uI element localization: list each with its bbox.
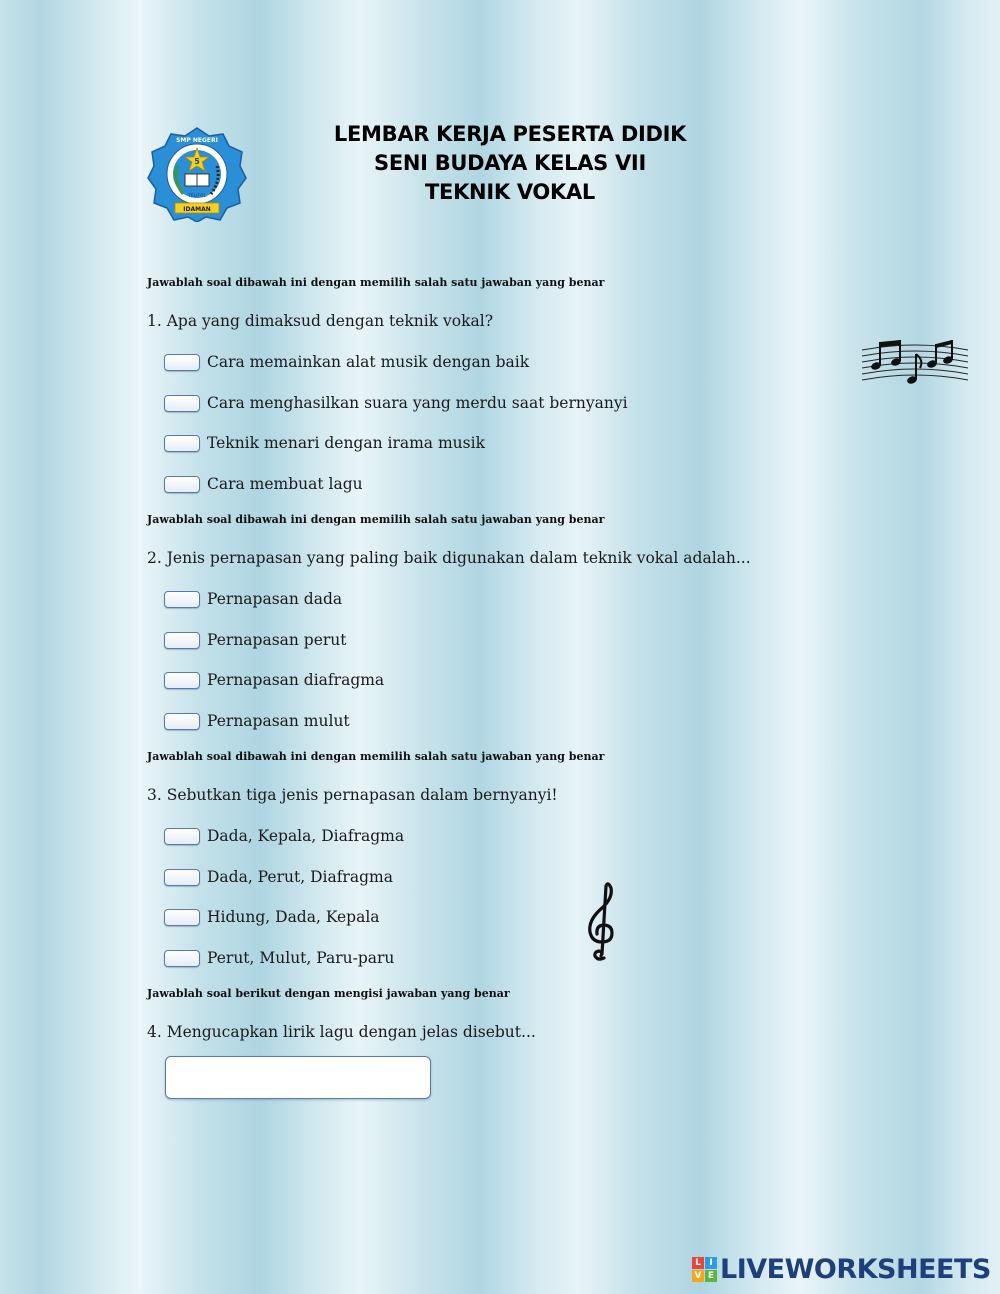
answer-checkbox[interactable] — [164, 909, 200, 926]
q3-option-1[interactable] — [164, 825, 404, 847]
brand-letter: E — [705, 1270, 717, 1282]
answer-checkbox[interactable] — [164, 476, 200, 493]
logo-top-text: SMP NEGERI — [176, 137, 218, 144]
music-notes-icon — [860, 336, 970, 392]
option-label: Pernapasan mulut — [207, 712, 350, 730]
q2-option-2[interactable] — [164, 629, 347, 651]
answer-checkbox[interactable] — [164, 672, 200, 689]
q3-option-4[interactable] — [164, 947, 394, 969]
q3-option-3[interactable] — [164, 906, 380, 928]
answer-checkbox[interactable] — [164, 395, 200, 412]
brand-letter: V — [692, 1270, 704, 1282]
option-label: Cara memainkan alat musik dengan baik — [207, 353, 530, 371]
q2-option-1[interactable] — [164, 588, 342, 610]
question-4: 4. Mengucapkan lirik lagu dengan jelas disebut... — [147, 1023, 536, 1041]
option-label: Cara membuat lagu — [207, 475, 363, 493]
worksheet-title — [260, 120, 760, 207]
option-label: Cara menghasilkan suara yang merdu saat bernyanyi — [207, 394, 628, 412]
answer-text-field[interactable] — [165, 1056, 431, 1099]
option-label: Hidung, Dada, Kepala — [207, 908, 380, 926]
question-1: 1. Apa yang dimaksud dengan teknik vokal? — [147, 312, 494, 330]
title-line-2: SENI BUDAYA KELAS VII — [374, 151, 646, 175]
q1-option-4[interactable] — [164, 473, 363, 495]
option-label: Teknik menari dengan irama musik — [207, 434, 485, 452]
instruction-2: Jawablah soal dibawah ini dengan memilih salah satu jawaban yang benar — [147, 513, 605, 526]
answer-checkbox[interactable] — [164, 591, 200, 608]
instruction-4: Jawablah soal berikut dengan mengisi jawaban yang benar — [147, 987, 510, 1000]
instruction-1: Jawablah soal dibawah ini dengan memilih salah satu jawaban yang benar — [147, 276, 605, 289]
option-label: Dada, Kepala, Diafragma — [207, 827, 405, 845]
answer-checkbox[interactable] — [164, 713, 200, 730]
answer-checkbox[interactable] — [164, 828, 200, 845]
logo-bottom-text: TELITOL — [187, 194, 207, 199]
title-line-3: TEKNIK VOKAL — [425, 180, 595, 204]
q3-option-2[interactable] — [164, 866, 393, 888]
q1-option-1[interactable] — [164, 351, 529, 373]
q1-option-3[interactable] — [164, 432, 485, 454]
answer-checkbox[interactable] — [164, 354, 200, 371]
question-2: 2. Jenis pernapasan yang paling baik digunakan dalam teknik vokal adalah... — [147, 549, 751, 567]
option-label: Pernapasan dada — [207, 590, 343, 608]
answer-checkbox[interactable] — [164, 950, 200, 967]
option-label: Dada, Perut, Diafragma — [207, 868, 393, 886]
title-line-1: LEMBAR KERJA PESERTA DIDIK — [333, 122, 687, 146]
brand-text: LIVEWORKSHEETS — [720, 1253, 991, 1285]
treble-clef-icon — [582, 882, 620, 962]
answer-checkbox[interactable] — [164, 632, 200, 649]
answer-checkbox[interactable] — [164, 435, 200, 452]
q2-option-4[interactable] — [164, 710, 350, 732]
option-label: Pernapasan perut — [207, 631, 347, 649]
q2-option-3[interactable] — [164, 669, 384, 691]
school-emblem-icon — [147, 126, 247, 222]
question-3: 3. Sebutkan tiga jenis pernapasan dalam bernyanyi! — [147, 786, 558, 804]
answer-checkbox[interactable] — [164, 869, 200, 886]
liveworksheets-logo — [692, 1254, 991, 1284]
option-label: Pernapasan diafragma — [207, 671, 385, 689]
brand-letter: L — [692, 1257, 704, 1269]
instruction-3: Jawablah soal dibawah ini dengan memilih salah satu jawaban yang benar — [147, 750, 605, 763]
logo-ribbon: IDAMAN — [183, 206, 211, 213]
option-label: Perut, Mulut, Paru-paru — [207, 949, 395, 967]
q1-option-2[interactable] — [164, 392, 628, 414]
brand-letter: I — [705, 1257, 717, 1269]
brand-grid-icon — [692, 1257, 717, 1282]
logo-number: 5 — [194, 157, 200, 166]
